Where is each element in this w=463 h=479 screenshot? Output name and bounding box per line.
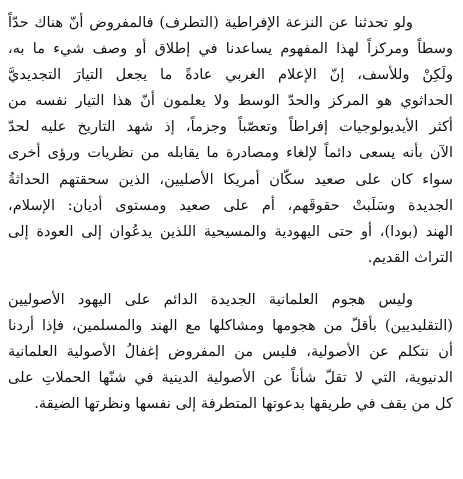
text-line: أن نتكلم عن الأصولية، فليس من المفروض إغفالُ الأصولية العلمانية (8, 343, 453, 361)
text-line: (التقليديين) بأقلّ من هجومها ومشاكلها مع الهند والمسلمين، فإذا أردنا (8, 317, 453, 335)
text-line: ولو تحدثنا عن النزعة الإفراطية (التطرف) فالمفروض أنّ هناك حدّاً (8, 14, 413, 31)
text-line: الهند (بودا)، أو حتى اليهودية والمسيحية اللذين يدعُوان إلى العودة إلى (8, 222, 453, 240)
text-line: التراث القديم. (367, 248, 453, 266)
text-line: وسطاً ومركزاً لهذا المفهوم يساعدنا في إطلاق أو وصف شيء ما به، (8, 40, 453, 58)
text-line: الآن بأنه يسعى دائماً لإلغاء ومصادرة ما يقابله من نظريات ورؤى أخرى (8, 144, 453, 162)
paragraph-1 (8, 10, 453, 271)
paragraph-2 (8, 287, 453, 417)
text-line: الدنيوية، التي لا تقلّ شأناً عن الأصولية الدينية في شنّها الحملاتِ على (8, 369, 453, 387)
text-line: الحداثوي هو المركز والحدّ الوسط ولا يعلمون أنّ هذا التيار نفسه من (8, 92, 453, 110)
text-line: الجديدة وسَلَبتْ حقوقَهم، أم على صعيد ومستوى أديان: الإسلام، (8, 196, 453, 214)
text-line: كل من يقف في طريقها بدعوتها المتطرفة إلى نفسها ونظرتها الضيقة. (34, 395, 453, 413)
text-line: ولَكِنْ وللأسف، إنّ الإعلام الغربي عادةً ما يجعل التيارَ التجديديَّ (8, 66, 453, 84)
text-line: أكثر الأيديولوجيات إفراطاً وتعصّباً وجزماً، إذ شهد التاريخ عليه لحدّ (8, 118, 453, 136)
text-line: وليس هجوم العلمانية الجديدة الدائم على اليهود الأصوليين (8, 290, 413, 308)
text-line: سواء كان على صعيد سكّان أمريكا الأصليين، الذين سحقتهم الحداثةُ (8, 170, 453, 188)
